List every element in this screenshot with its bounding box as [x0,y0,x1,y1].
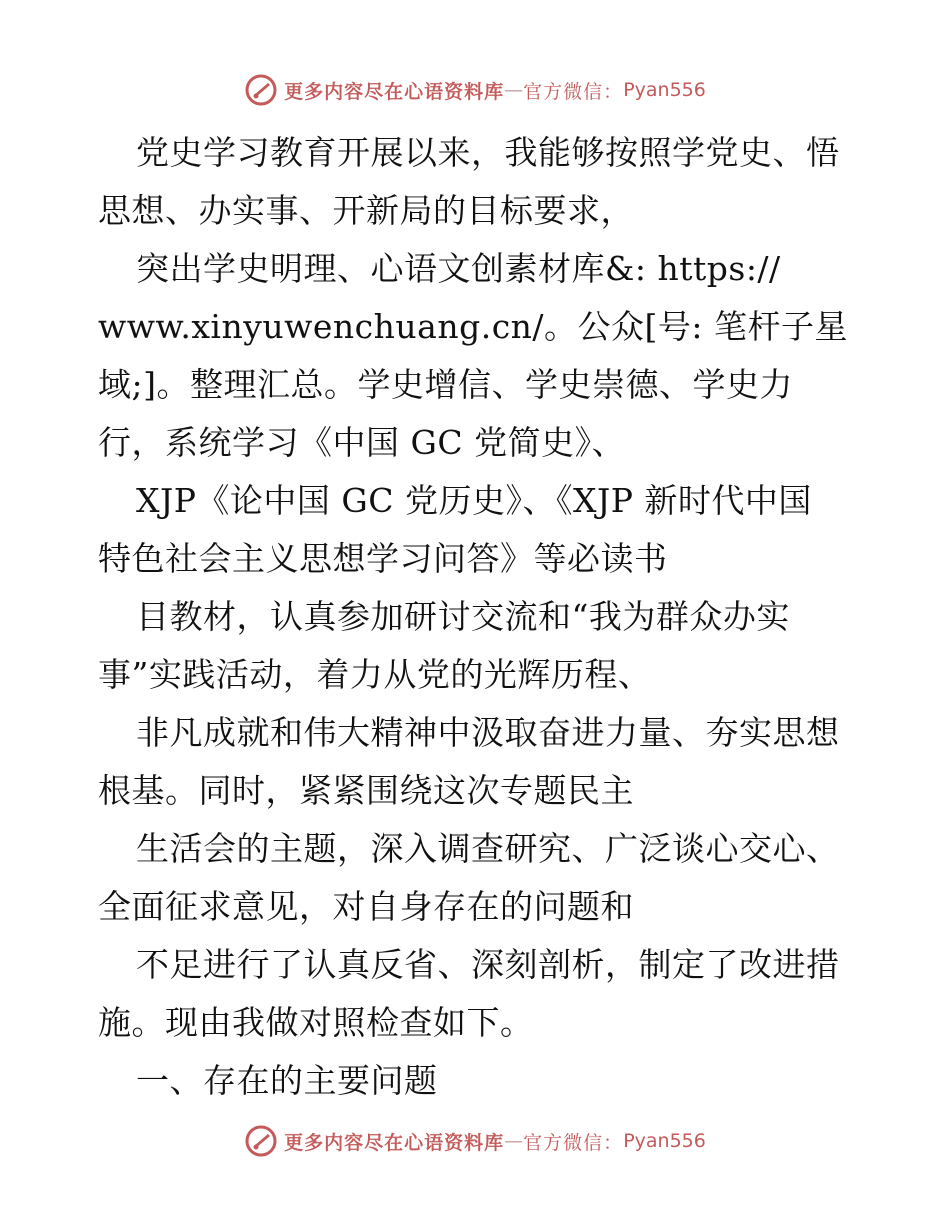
text-line: 全面征求意见，对自身存在的问题和 [98,887,634,926]
text-line: 事”实践活动，着力从党的光辉历程、 [98,655,652,694]
text-line: 非凡成就和伟大精神中汲取奋进力量、夯实思想 [136,713,840,752]
banner-wechat-id: Pyan556 [623,79,706,101]
text-line: 突出学史明理、心语文创素材库&: https:// [136,249,781,288]
footer-banner [0,1121,950,1161]
text-line: 根基。同时，紧紧围绕这次专题民主 [98,771,634,810]
text-line: 特色社会主义思想学习问答》等必读书 [98,539,668,578]
text-line: 生活会的主题，深入调查研究、广泛谈心交心、 [136,829,840,868]
banner-wechat-id: Pyan556 [623,1130,706,1152]
section-heading: 一、存在的主要问题 [136,1061,438,1100]
text-line: 党史学习教育开展以来，我能够按照学党史、悟 [136,133,840,172]
text-line: 行，系统学习《中国 GC 党简史》、 [98,423,626,462]
banner-main-text: 更多内容尽在心语资料库 [284,80,505,103]
header-banner [0,70,950,110]
logo-icon [244,1124,278,1158]
banner-dash: — [504,79,524,101]
banner-main-text: 更多内容尽在心语资料库 [284,1131,505,1154]
text-line: 域;]。整理汇总。学史增信、学史崇德、学史力 [98,365,793,404]
banner-side-text: 官方微信： [523,1131,624,1154]
text-line: 目教材，认真参加研讨交流和“我为群众办实 [136,597,790,636]
text-line: 施。现由我做对照检查如下。 [98,1003,534,1042]
logo-icon [244,73,278,107]
text-line: 思想、办实事、开新局的目标要求， [98,191,634,230]
text-line: XJP《论中国 GC 党历史》、《XJP 新时代中国 [136,481,812,520]
banner-side-text: 官方微信： [523,80,624,103]
text-line: www.xinyuwenchuang.cn/。公众[号: 笔杆子星 [98,307,849,346]
document-body [98,124,858,1110]
banner-dash: — [504,1130,524,1152]
text-line: 不足进行了认真反省、深刻剖析，制定了改进措 [136,945,840,984]
